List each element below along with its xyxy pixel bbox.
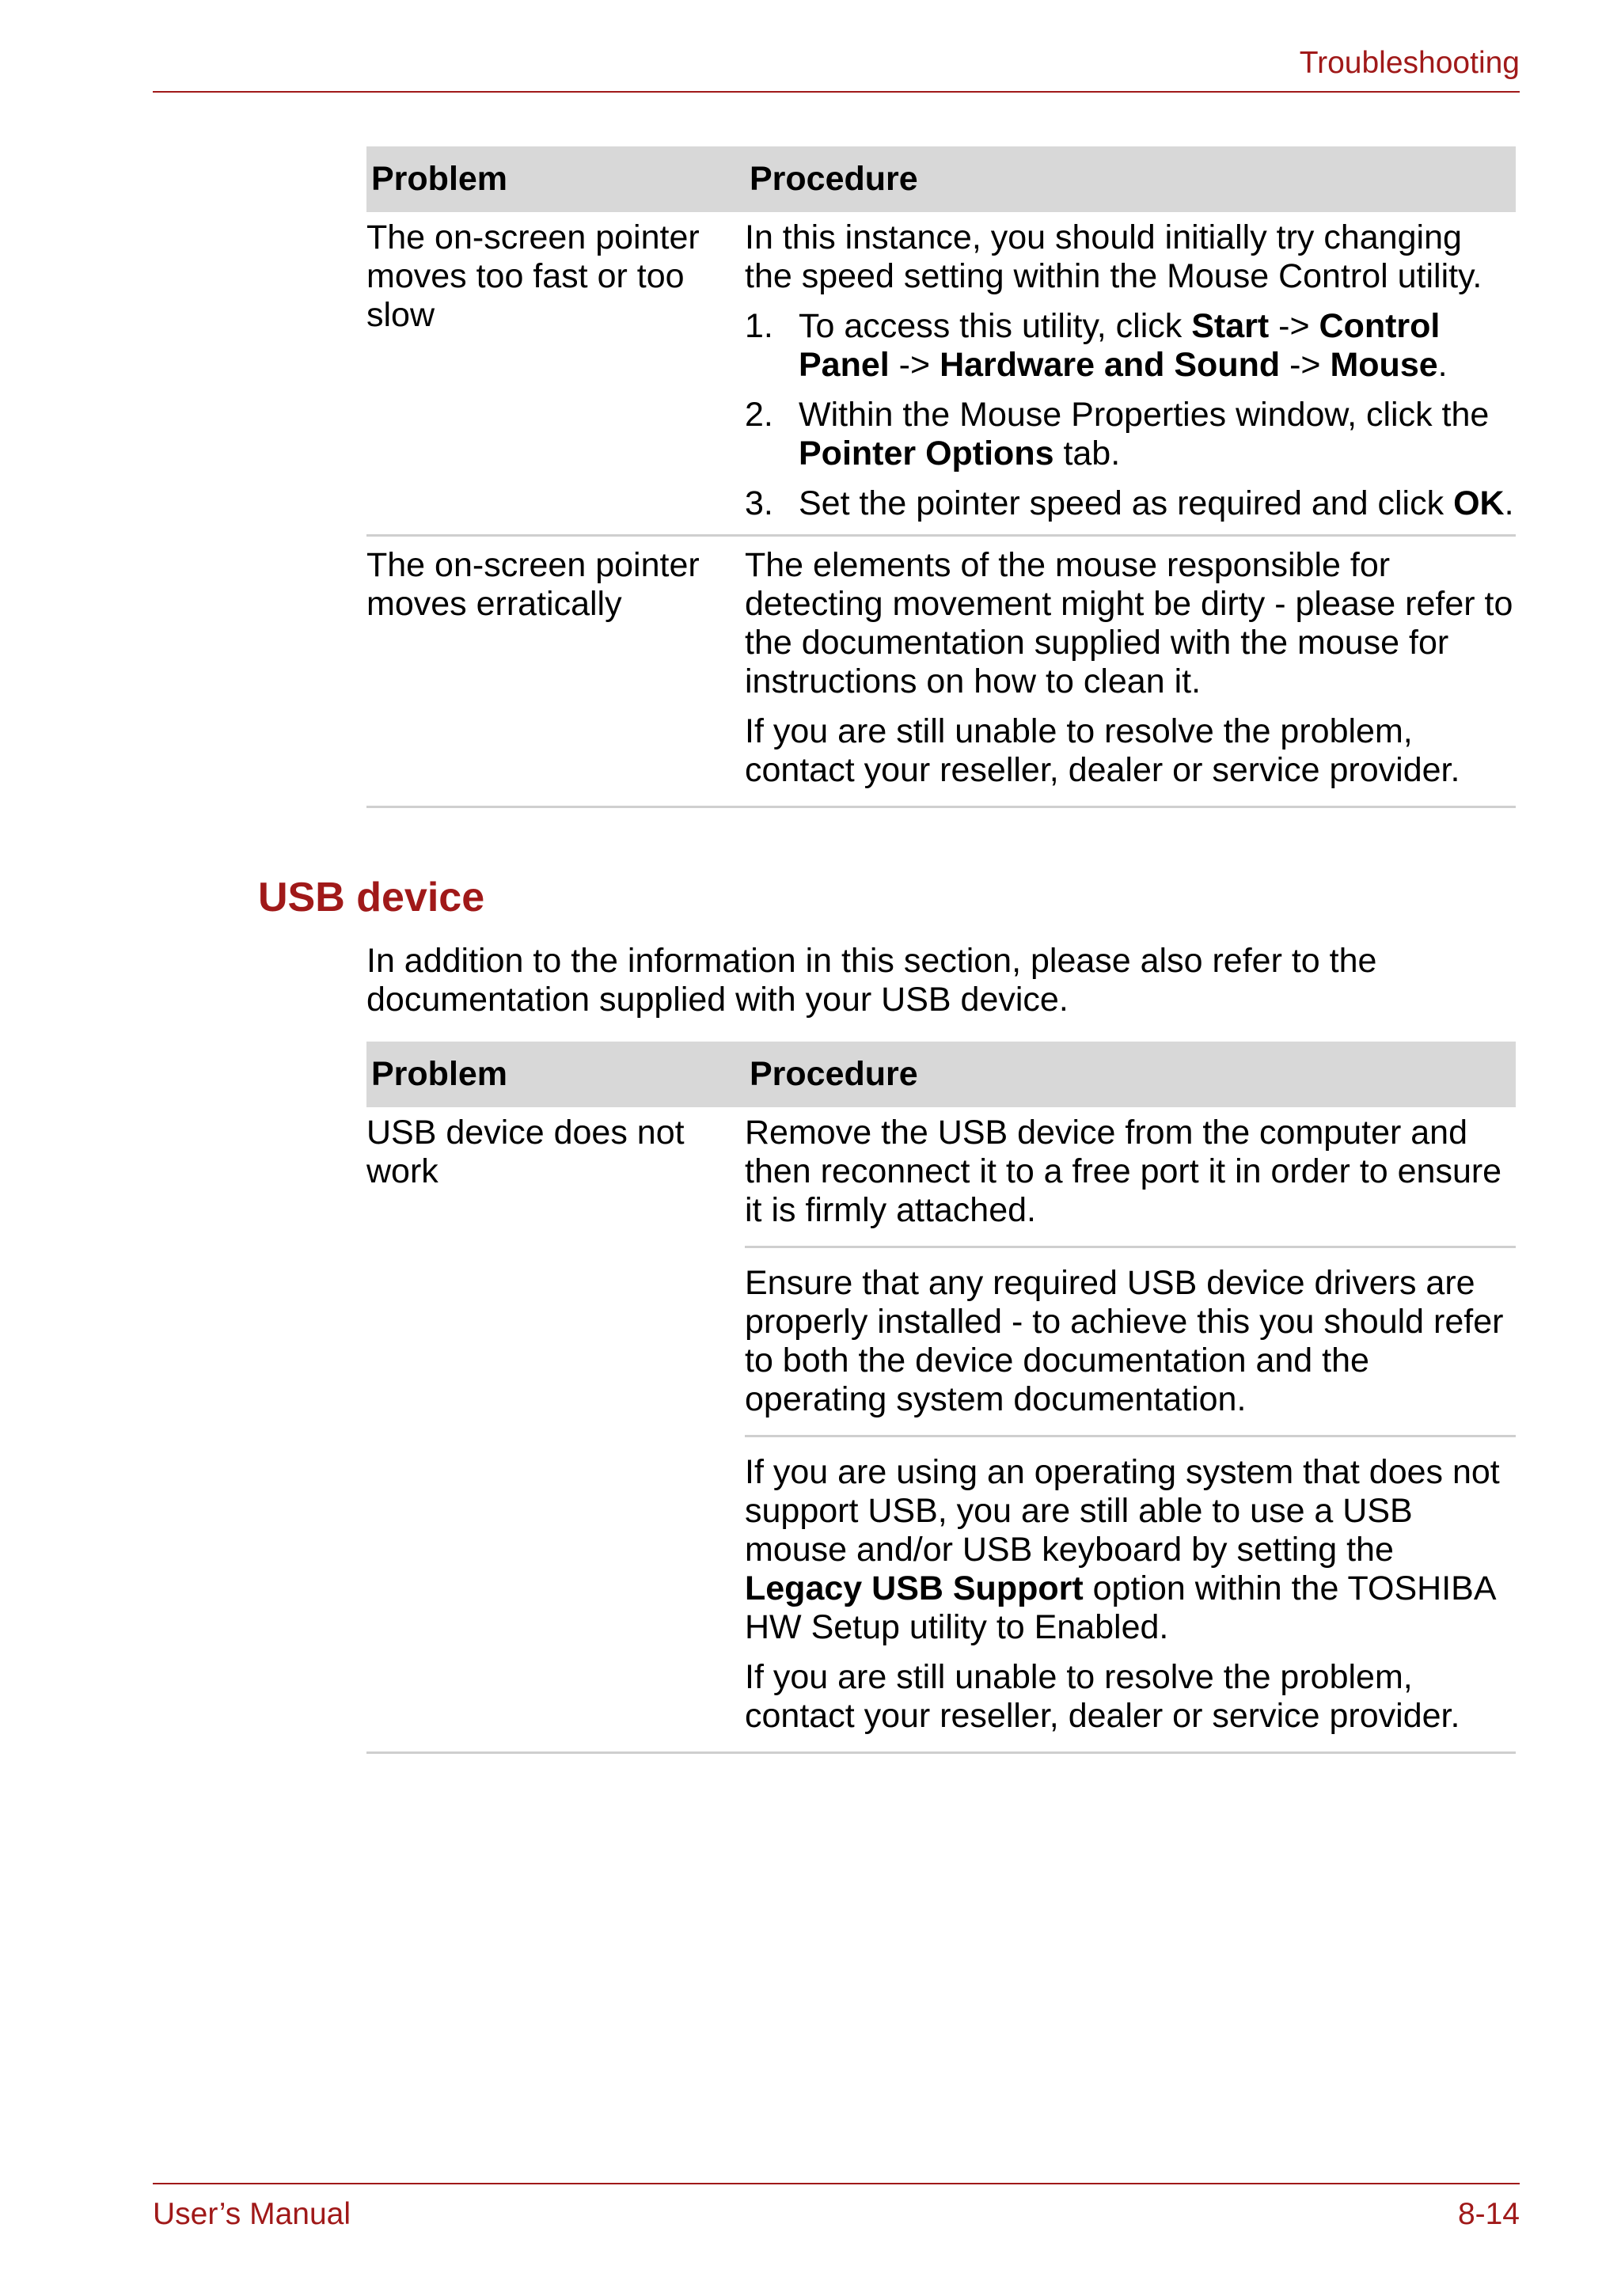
procedure-block <box>745 1264 1516 1437</box>
step-item <box>745 307 1516 385</box>
problem-cell: USB device does not work <box>366 1107 745 1753</box>
step-text: -> <box>1280 346 1331 384</box>
bold-term: OK <box>1453 484 1505 522</box>
procedure-intro: In this instance, you should initially try changing the speed setting within the Mouse Control utility. <box>745 218 1482 295</box>
running-header <box>153 46 1520 93</box>
bold-term: Hardware and Sound <box>940 346 1281 384</box>
column-header-procedure: Procedure <box>745 1042 1516 1107</box>
step-text: tab. <box>1053 435 1121 472</box>
procedure-block <box>745 1453 1516 1736</box>
table-row <box>366 536 1516 807</box>
paragraph-text: If you are using an operating system that does not support USB, you are still able to use a USB mouse and/or USB keyboard by setting the <box>745 1453 1500 1569</box>
step-text: . <box>1504 484 1514 522</box>
table-header-row <box>366 146 1516 212</box>
procedure-block <box>745 1114 1516 1248</box>
procedure-paragraph: If you are still unable to resolve the problem, contact your reseller, dealer or service provider. <box>745 1658 1460 1735</box>
step-item <box>745 396 1516 473</box>
manual-name: User’s Manual <box>153 2197 351 2231</box>
bold-term: Pointer Options <box>799 435 1054 472</box>
procedure-paragraph <box>745 1453 1516 1647</box>
procedure-paragraph: Remove the USB device from the computer and then reconnect it to a free port it in order to ensure it is firmly attached. <box>745 1114 1502 1229</box>
chapter-title: Troubleshooting <box>1299 46 1520 80</box>
step-text: . <box>1437 346 1448 384</box>
column-header-procedure: Procedure <box>745 146 1516 212</box>
step-number: 3. <box>745 484 773 522</box>
procedure-paragraph: The elements of the mouse responsible for detecting movement might be dirty - please refer to the documentation supplied with the mouse for instructions on how to clean it. <box>745 546 1513 700</box>
procedure-paragraph: Ensure that any required USB device drivers are properly installed - to achieve this you should refer to both the device documentation and the operating system documentation. <box>745 1264 1504 1418</box>
section-heading: USB device <box>258 875 485 920</box>
bold-term: Legacy USB Support <box>745 1569 1084 1607</box>
step-text: -> <box>1269 307 1319 345</box>
pointer-problems-table <box>366 146 1516 808</box>
step-number: 2. <box>745 396 773 434</box>
step-item <box>745 484 1516 523</box>
procedure-cell <box>745 536 1516 807</box>
procedure-cell <box>745 1107 1516 1753</box>
column-header-problem: Problem <box>366 146 745 212</box>
table-header-row <box>366 1042 1516 1107</box>
usb-problems-table <box>366 1042 1516 1754</box>
steps-list <box>745 307 1516 523</box>
running-footer <box>153 2183 1520 2232</box>
section-intro: In addition to the information in this section, please also refer to the documentation supplied with your USB device. <box>366 942 1377 1019</box>
step-number: 1. <box>745 307 773 345</box>
paragraph-text: option within the TOSHIBA HW Setup utility to Enabled. <box>745 1569 1495 1646</box>
table-row <box>366 1107 1516 1753</box>
step-text: -> <box>889 346 940 384</box>
bold-term: Mouse <box>1330 346 1438 384</box>
step-text: Set the pointer speed as required and click <box>799 484 1454 522</box>
step-text: To access this utility, click <box>799 307 1192 345</box>
column-header-problem: Problem <box>366 1042 745 1107</box>
problem-cell: The on-screen pointer moves too fast or too slow <box>366 212 745 536</box>
procedure-cell <box>745 212 1516 536</box>
step-text: Within the Mouse Properties window, click the <box>799 396 1490 434</box>
bold-term: Control Panel <box>799 307 1441 384</box>
bold-term: Start <box>1191 307 1270 345</box>
table-row <box>366 212 1516 536</box>
page-number: 8-14 <box>1457 2197 1520 2231</box>
procedure-paragraph: If you are still unable to resolve the problem, contact your reseller, dealer or service provider. <box>745 712 1460 789</box>
problem-cell: The on-screen pointer moves erratically <box>366 536 745 807</box>
